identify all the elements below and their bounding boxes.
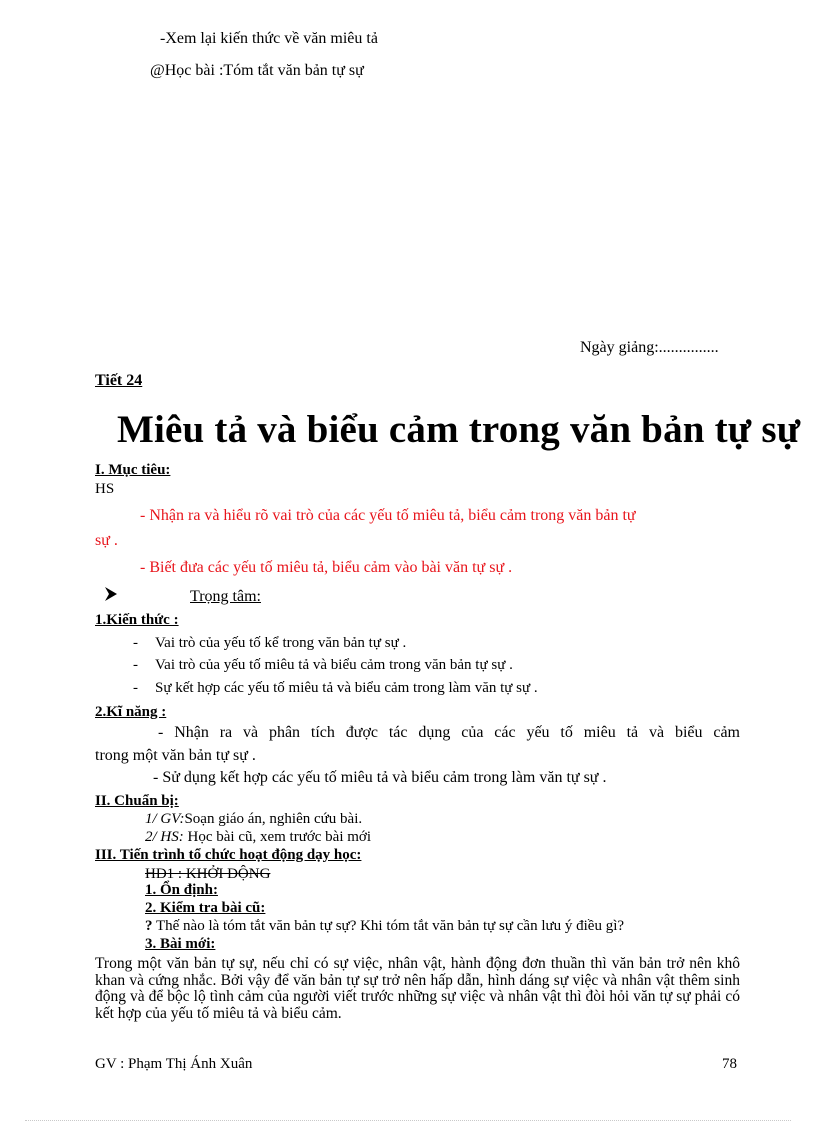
list-item: -	[133, 680, 138, 696]
knowledge-heading: 1.Kiến thức :	[95, 612, 179, 628]
step-2-heading: 2. Kiểm tra bài cũ:	[145, 900, 266, 916]
knowledge-item-1: Vai trò của yếu tố kể trong văn bản tự sự .	[155, 635, 407, 651]
skills-heading-label: 2.Kĩ năng :	[95, 704, 167, 720]
step-1-heading: 1. Ổn định:	[145, 882, 218, 898]
objectives-audience: HS	[95, 481, 115, 497]
page-title: Miêu tả và biểu cảm trong văn bản tự sự	[117, 408, 801, 451]
prep-teacher: 1/ GV:Soạn giáo án, nghiên cứu bài.	[145, 811, 363, 827]
lesson-number: Tiết 24	[95, 372, 143, 389]
list-item: -	[133, 635, 138, 651]
homework-note: @Học bài :Tóm tắt văn bản tự sự	[150, 62, 364, 79]
page-number: 78	[722, 1056, 737, 1072]
objective-1-line-1: - Nhận ra và hiểu rõ vai trò của các yếu tố miêu tả, biểu cảm trong văn bản tự	[140, 507, 636, 524]
review-note: -Xem lại kiến thức về văn miêu tả	[160, 30, 378, 47]
skill-2: - Sử dụng kết hợp các yếu tố miêu tả và biểu cảm trong làm văn tự sự .	[153, 769, 607, 786]
step-3-heading: 3. Bài mới:	[145, 936, 216, 952]
knowledge-item-3: Sự kết hợp các yếu tố miêu tả và biểu cảm trong làm văn tự sự .	[155, 680, 538, 696]
knowledge-item-2: Vai trò của yếu tố miêu tả và biểu cảm trong văn bản tự sự .	[155, 657, 513, 673]
review-question: ? Thế nào là tóm tắt văn bản tự sự? Khi tóm tắt văn bản tự sự cần lưu ý điều gì?	[145, 918, 625, 934]
objective-2: - Biết đưa các yếu tố miêu tả, biểu cảm vào bài văn tự sự .	[140, 559, 513, 576]
focus-heading: Trọng tâm:	[190, 588, 261, 605]
list-item: -	[133, 657, 138, 673]
lesson-introduction: Trong một văn bản tự sự, nếu chỉ có sự việc, nhân vật, hành động đơn thuần thì văn bản trở nên khô khan và cứng nhắc. Bởi vậy để văn bản tự sự trở nên hấp dẫn, hình dáng sự việc và nhân vật thêm sinh động và để bộc lộ tình cảm của người viết trước những sự việc và nhân vật thì đòi hỏi văn tự sự phải có kết hợp của yếu tố miêu tả và biểu cảm.	[95, 955, 740, 1022]
arrow-bullet-icon	[104, 586, 118, 607]
objective-1-line-2: sự .	[95, 532, 118, 549]
preparation-heading: II. Chuẩn bị:	[95, 793, 179, 809]
activity-1-heading: HĐ1 : KHỞI ĐỘNG	[145, 866, 271, 882]
skill-1-line-1: - Nhận ra và phân tích được tác dụng của các yếu tố miêu tả và biểu cảm	[158, 724, 740, 741]
teaching-date: Ngày giảng:...............	[580, 339, 719, 356]
objectives-heading: I. Mục tiêu:	[95, 462, 171, 478]
page-bottom-divider	[25, 1120, 791, 1121]
process-heading: III. Tiến trình tổ chức hoạt động dạy học:	[95, 847, 362, 863]
skill-1-line-2: trong một văn bản tự sự .	[95, 747, 256, 764]
footer-author: GV : Phạm Thị Ánh Xuân	[95, 1056, 253, 1072]
prep-students: 2/ HS: Học bài cũ, xem trước bài mới	[145, 829, 372, 845]
